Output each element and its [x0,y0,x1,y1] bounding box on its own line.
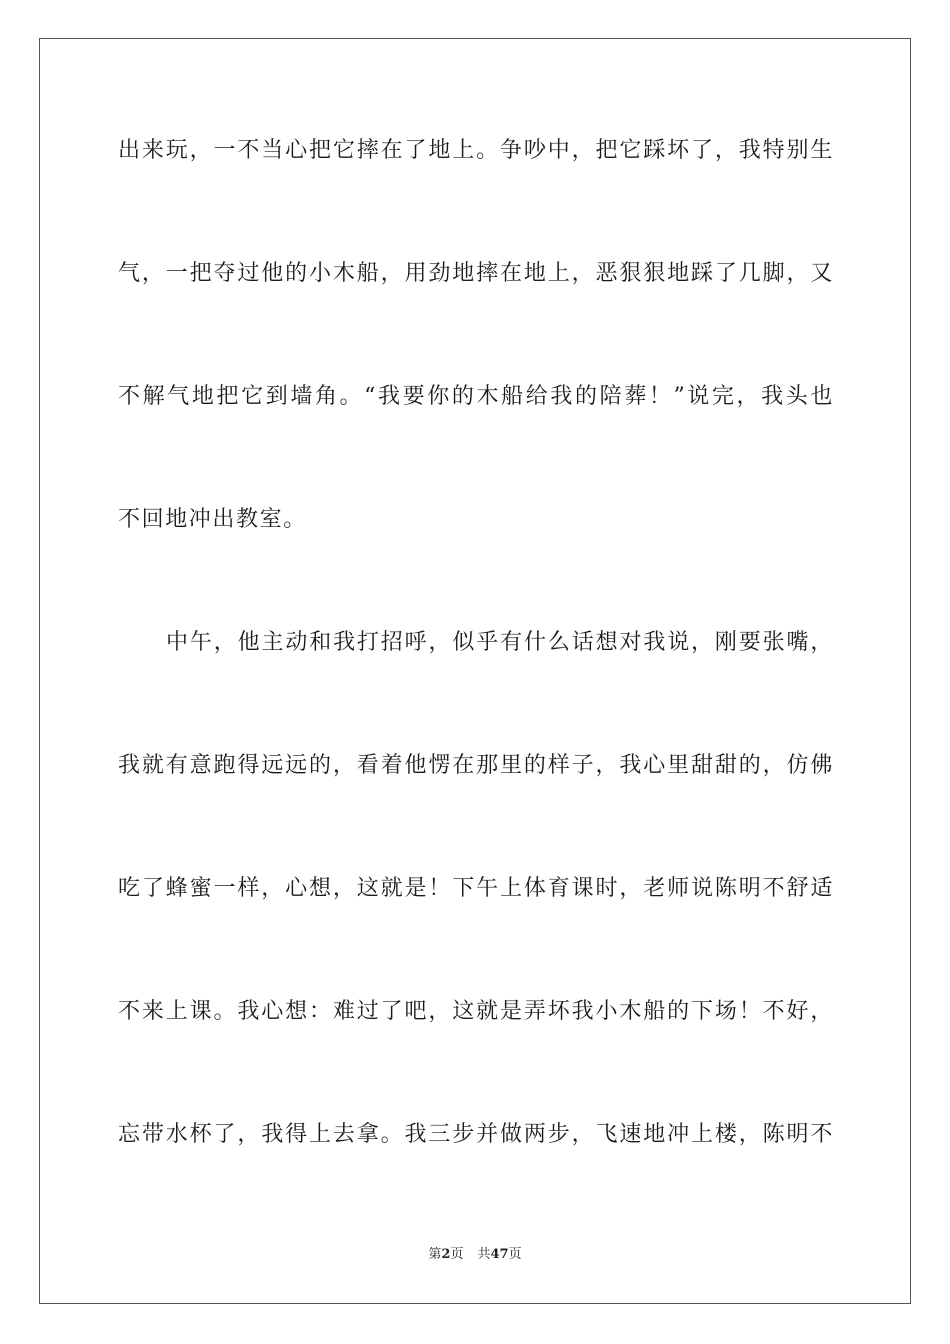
page-label-suffix: 页 [450,1247,464,1262]
total-pages: 47 [490,1247,509,1262]
body-text-line: 不回地冲出教室。 [118,507,307,532]
page-number: 2 [441,1247,451,1262]
body-text-line: 我就有意跑得远远的，看着他愣在那里的样子，我心里甜甜的，仿佛 [118,753,834,778]
total-label-suffix: 页 [508,1247,522,1262]
page-border [39,38,911,1304]
total-label-prefix: 共 [477,1247,491,1262]
page-footer [0,1246,950,1264]
body-text-line: 不来上课。我心想：难过了吧，这就是弄坏我小木船的下场！不好， [118,999,834,1024]
page-label-prefix: 第 [428,1247,442,1262]
paragraph-first-line: 中午，他主动和我打招呼，似乎有什么话想对我说，刚要张嘴， [166,630,834,655]
body-text-line: 不解气地把它到墙角。“我要你的木船给我的陪葬！”说完，我头也 [118,384,834,409]
body-text-line: 吃了蜂蜜一样，心想，这就是！下午上体育课时，老师说陈明不舒适 [118,876,834,901]
body-text-line: 气，一把夺过他的小木船，用劲地摔在地上，恶狠狠地踩了几脚，又 [118,261,834,286]
body-text-line: 忘带水杯了，我得上去拿。我三步并做两步，飞速地冲上楼，陈明不 [118,1122,834,1147]
body-text-line: 出来玩，一不当心把它摔在了地上。争吵中，把它踩坏了，我特别生 [118,138,834,163]
